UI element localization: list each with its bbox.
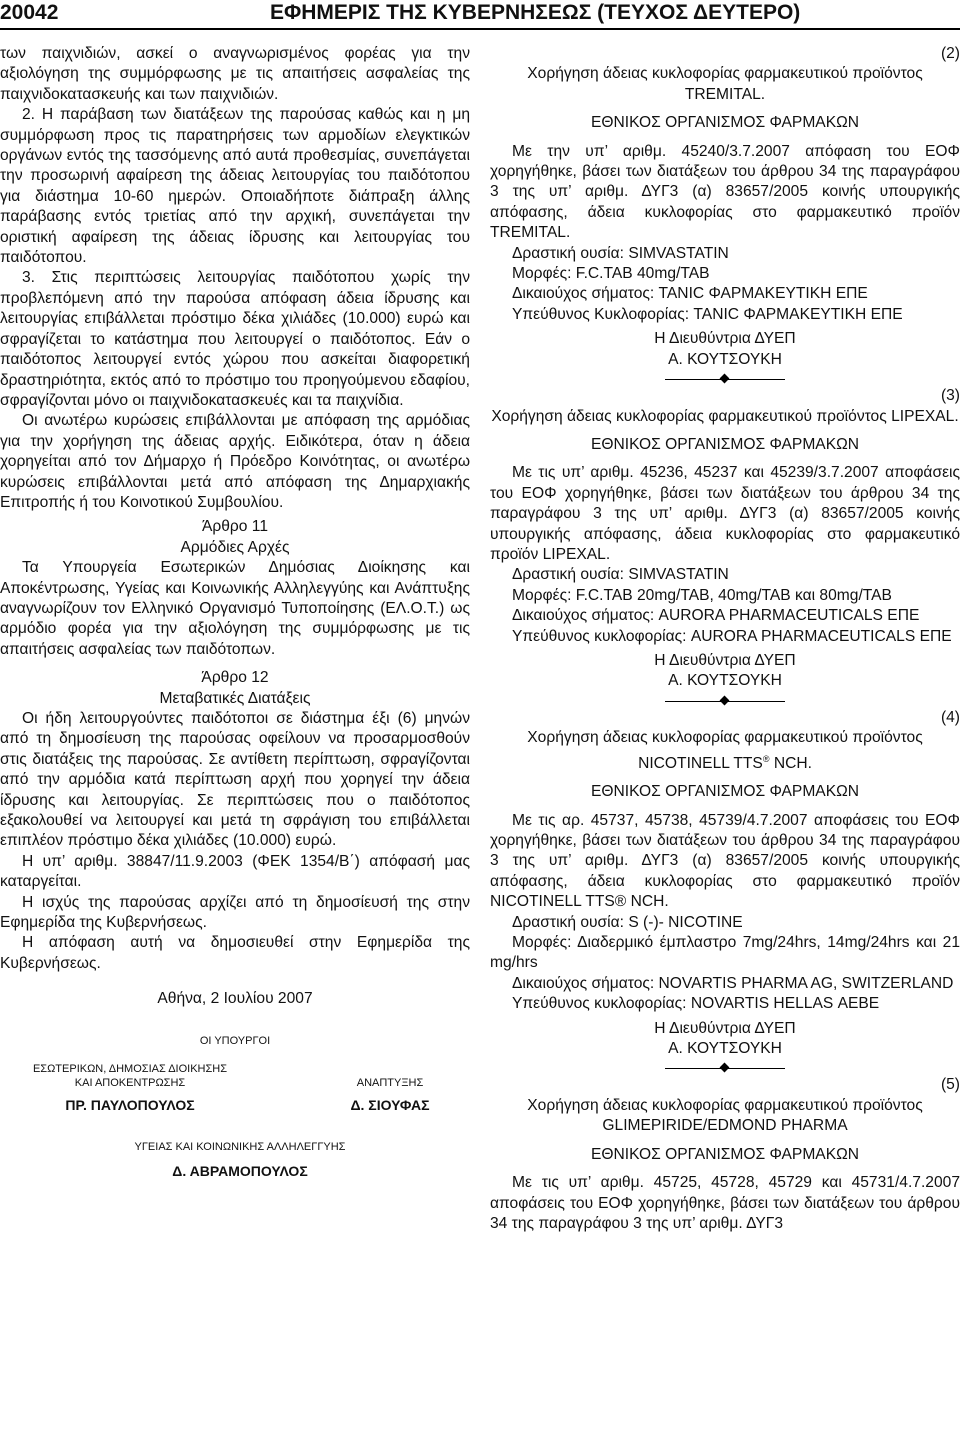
paragraph: Η υπ’ αριθμ. 38847/11.9.2003 (ΦΕΚ 1354/Β΄) απόφασή μας καταργείται. — [0, 852, 470, 891]
paragraph: 2. Η παράβαση των διατάξεων της παρούσας καθώς και η μη συμμόρφωση προς τις παρατηρήσεις των αρμοδίων ελεγκτικών οργάνων εντός της τασσόμενης από αυτά προθεσμίας, συνεπάγεται την προσωρινή αφαίρεση της άδειας λειτουργίας του παιδότοπου για διάστημα 10-60 ημερών. Οποιαδήποτε διάπραξη άλλης παράβασης εντός τριετίας από την αρχική, συνεπάγεται την οριστική αφαίρεση της άδειας ίδρυσης και λειτουργίας του παιδότοπου. — [0, 106, 470, 267]
article-12-subtitle: Μεταβατικές Διατάξεις — [159, 689, 311, 707]
section-title: Χορήγηση άδειας κυκλοφορίας φαρμακευτικού προϊόντος LIPEXAL. — [491, 407, 959, 425]
page-header — [0, 0, 960, 30]
place-date: Αθήνα, 2 Ιουλίου 2007 — [157, 990, 313, 1008]
title-text: NCH. — [769, 754, 812, 772]
trademark-holder: Δικαιούχος σήματος: NOVARTIS PHARMA AG, SWITZERLAND — [512, 974, 954, 992]
section-separator — [665, 372, 785, 386]
section-title: Χορήγηση άδειας κυκλοφορίας φαρμακευτικού προϊόντος TREMITAL. — [527, 65, 923, 103]
director-name: Α. ΚΟΥΤΣΟΥΚΗ — [668, 1040, 782, 1058]
paragraph: Με τις αρ. 45737, 45738, 45739/4.7.2007 αποφάσεις του ΕΟΦ χορηγήθηκε, βάσει των διατάξεων του άρθρου 34 της παραγράφου 3 της υπ’ αριθμ. ΔΥΓ3 (α) 83657/2005 κοινής υπουργικής απόφασης, άδεια κυκλοφορίας στο φαρμακευτικό προϊόν NICOTINELL TTS® NCH. — [490, 811, 960, 911]
director-name: Α. ΚΟΥΤΣΟΥΚΗ — [668, 350, 782, 368]
section-title — [490, 728, 960, 774]
organization-name: ΕΘΝΙΚΟΣ ΟΡΓΑΝΙΣΜΟΣ ΦΑΡΜΑΚΩΝ — [590, 1145, 860, 1163]
section-separator — [665, 1061, 785, 1075]
paragraph: Η ισχύς της παρούσας αρχίζει από τη δημοσίευσή της στην Εφημερίδα της Κυβερνήσεως. — [0, 893, 470, 932]
section-number: (4) — [940, 708, 960, 726]
right-column — [490, 44, 960, 1234]
ministers-label: ΟΙ ΥΠΟΥΡΓΟΙ — [199, 1035, 271, 1048]
section-separator — [665, 694, 785, 708]
paragraph: Η απόφαση αυτή να δημοσιευθεί στην Εφημερίδα της Κυβερνήσεως. — [0, 934, 470, 972]
ministry-interior — [10, 1062, 250, 1090]
minister-signature: ΠΡ. ΠΑΥΛΟΠΟΥΛΟΣ — [65, 1097, 195, 1114]
ministry-development: ΑΝΑΠΤΥΞΗΣ — [356, 1077, 424, 1090]
dosage-forms: Μορφές: F.C.TAB 40mg/TAB — [512, 265, 710, 283]
paragraph: Τα Υπουργεία Εσωτερικών Δημόσιας Διοίκησης και Αποκέντρωσης, Υγείας και Κοινωνικής Αλληλεγγύης και Ανάπτυξης αναγνωρίζουν τον Ελληνικό Οργανισμό Τυποποίησης (ΕΛ.Ο.Τ.) ως αρμόδιο φορέα για την αξιολόγηση της συμμόρφωσης με τις απαιτήσεις ασφαλείας των παιδότοπων. — [0, 559, 470, 658]
trademark-holder: Δικαιούχος σήματος: AURORA PHARMACEUTICALS ΕΠΕ — [512, 607, 920, 625]
minister-signature: Δ. ΑΒΡΑΜΟΠΟΥΛΟΣ — [172, 1163, 308, 1180]
dosage-forms: Μορφές: F.C.TAB 20mg/TAB, 40mg/TAB και 80mg/TAB — [512, 586, 892, 604]
section-number: (2) — [940, 45, 960, 62]
paragraph: 3. Στις περιπτώσεις λειτουργίας παιδότοπου χωρίς την προβλεπόμενη από την παρούσα απόφαση άδεια ίδρυσης και λειτουργίας επιβάλλεται πρόστιμο δέκα χιλιάδες (10.000) ευρώ και σφραγίζεται το κατάστημα που λειτουργεί ο παιδότοπος. Εάν ο παιδότοπος λειτουργεί εντός χώρου που ασκείται διαφορετική δραστηριότητα, εκτός από το πρόστιμο του προηγούμενου εδαφίου, σφραγίζονται μόνο οι παιχνιδοκατασκευές και τα παιχνίδια. — [0, 269, 470, 409]
paragraph: Οι ανωτέρω κυρώσεις επιβάλλονται με απόφαση της αρμόδιας για την χορήγηση της άδειας αρχής. Ειδικότερα, όταν η άδεια χορηγείται από τον Δήμαρχο ή Πρόεδρο Κοινότητας, οι ανωτέρω κυρώσεις επιβάλλονται μετά από απόφαση της Δημαρχιακής Επιτροπής ή του Κοινοτικού Συμβουλίου. — [0, 412, 470, 511]
active-substance: Δραστική ουσία: S (-)- NICOTINE — [512, 913, 743, 931]
active-substance: Δραστική ουσία: SIMVASTATIN — [512, 566, 729, 584]
left-column — [0, 44, 470, 1202]
paragraph: Με τις υπ’ αριθμ. 45236, 45237 και 45239/3.7.2007 αποφάσεις του ΕΟΦ χορηγήθηκε, βάσει των διατάξεων του άρθρου 34 της παραγράφου 3 της υπ’ αριθμ. ΔΥΓ3 (α) 83657/2005 κοινής υπουργικής απόφασης, άδεια κυκλοφορίας στο φαρμακευτικό προϊόν LIPEXAL. — [490, 464, 960, 563]
marketing-responsible: Υπεύθυνος κυκλοφορίας: AURORA PHARMACEUTICALS ΕΠΕ — [512, 627, 952, 645]
paragraph: Με την υπ’ αριθμ. 45240/3.7.2007 απόφαση του ΕΟΦ χορηγήθηκε, βάσει των διατάξεων του άρθρου 34 της παραγράφου 3 της υπ’ αριθμ. ΔΥΓ3 (α) 83657/2005 κοινής υπουργικής απόφασης, άδεια κυκλοφορίας στο φαρμακευτικό προϊόν TREMITAL. — [490, 142, 960, 242]
marketing-responsible: Υπεύθυνος Κυκλοφορίας: TANIC ΦΑΡΜΑΚΕΥΤΙΚΗ ΕΠΕ — [512, 305, 903, 323]
article-11-title: Άρθρο 11 — [201, 518, 268, 536]
organization-name: ΕΘΝΙΚΟΣ ΟΡΓΑΝΙΣΜΟΣ ΦΑΡΜΑΚΩΝ — [590, 435, 860, 453]
director-title: Η Διευθύντρια ΔΥΕΠ — [654, 651, 796, 669]
paragraph: των παιχνιδιών, ασκεί ο αναγνωρισμένος φορέας για την αξιολόγηση της συμμόρφωσης με τις απαιτήσεις ασφαλείας της παιχνιδοκατασκευής και των παιχνιδιών. — [0, 45, 470, 103]
signature-block — [0, 992, 470, 1202]
minister-signature: Δ. ΣΙΟΥΦΑΣ — [350, 1097, 430, 1114]
dosage-forms: Μορφές: Διαδερμικό έμπλαστρο 7mg/24hrs, 14mg/24hrs και 21 mg/hrs — [490, 934, 960, 972]
registered-mark: ® — [762, 753, 770, 764]
section-title: Χορήγηση άδειας κυκλοφορίας φαρμακευτικού προϊόντος GLIMEPIRIDE/EDMOND PHARMA — [527, 1096, 923, 1135]
trademark-holder: Δικαιούχος σήματος: TANIC ΦΑΡΜΑΚΕΥΤΙΚΗ ΕΠΕ — [512, 285, 868, 303]
article-11-subtitle: Αρμόδιες Αρχές — [180, 538, 290, 556]
page-number: 20042 — [0, 1, 59, 24]
article-12-title: Άρθρο 12 — [201, 669, 269, 687]
marketing-responsible: Υπεύθυνος κυκλοφορίας: NOVARTIS HELLAS ΑΕΒΕ — [512, 995, 880, 1013]
active-substance: Δραστική ουσία: SIMVASTATIN — [512, 244, 729, 262]
paragraph: Οι ήδη λειτουργούντες παιδότοποι σε διάστημα έξι (6) μηνών από τη δημοσίευση της παρούσας οφείλουν να προσαρμοσθούν στις διατάξεις της παρούσας. Σε αντίθετη περίπτωση, σφραγίζονται από την αρμόδια κατά περίπτωση αρχή που χορηγεί την άδεια ίδρυσης και λειτουργίας. Σε περιπτώσεις που ο παιδότοπος εξακολουθεί να λειτουργεί και μετά τη σφράγιση του επιβάλλεται επιπλέον πρόστιμο δέκα χιλιάδες (10.000) ευρώ. — [0, 710, 470, 850]
ministry-health: ΥΓΕΙΑΣ ΚΑΙ ΚΟΙΝΩΝΙΚΗΣ ΑΛΛΗΛΕΓΓΥΗΣ — [134, 1141, 346, 1154]
title-text: Χορήγηση άδειας κυκλοφορίας φαρμακευτικού προϊόντος NICOTINELL TTS — [527, 729, 923, 772]
ministry-line: ΕΣΩΤΕΡΙΚΩΝ, ΔΗΜΟΣΙΑΣ ΔΙΟΙΚΗΣΗΣ — [32, 1063, 228, 1076]
paragraph: Με τις υπ’ αριθμ. 45725, 45728, 45729 και 45731/4.7.2007 αποφάσεις του ΕΟΦ χορηγήθηκε, βάσει των διατάξεων του άρθρου 34 της παραγράφου 3 της υπ’ αριθμ. ΔΥΓ3 — [490, 1174, 960, 1232]
organization-name: ΕΘΝΙΚΟΣ ΟΡΓΑΝΙΣΜΟΣ ΦΑΡΜΑΚΩΝ — [590, 783, 860, 801]
director-title: Η Διευθύντρια ΔΥΕΠ — [654, 330, 796, 348]
gazette-title: ΕΦΗΜΕΡΙΣ ΤΗΣ ΚΥΒΕΡΝΗΣΕΩΣ (ΤΕΥΧΟΣ ΔΕΥΤΕΡΟ) — [270, 1, 801, 24]
ministry-line: ΚΑΙ ΑΠΟΚΕΝΤΡΩΣΗΣ — [74, 1077, 186, 1090]
section-number: (3) — [940, 387, 960, 405]
section-number: (5) — [940, 1076, 960, 1094]
organization-name: ΕΘΝΙΚΟΣ ΟΡΓΑΝΙΣΜΟΣ ΦΑΡΜΑΚΩΝ — [590, 114, 860, 132]
director-title: Η Διευθύντρια ΔΥΕΠ — [654, 1019, 796, 1037]
director-name: Α. ΚΟΥΤΣΟΥΚΗ — [668, 672, 782, 690]
